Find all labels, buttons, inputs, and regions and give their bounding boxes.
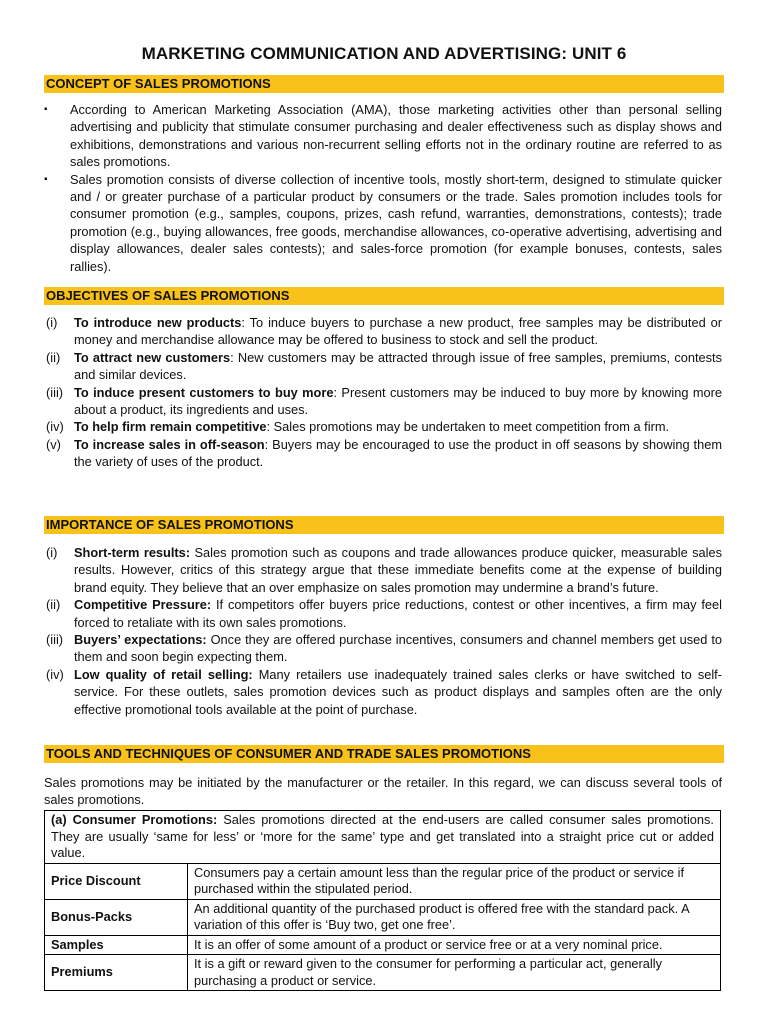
table-row — [45, 899, 721, 935]
table-intro-cell — [45, 811, 721, 864]
item-number: (ii) — [46, 597, 61, 613]
page-title: MARKETING COMMUNICATION AND ADVERTISING: UNIT 6 — [141, 44, 627, 63]
tools-intro: Sales promotions may be initiated by the manufacturer or the retailer. In this regard, we can discuss several tools of sales promotions. — [44, 775, 722, 808]
objectives-list — [44, 314, 722, 471]
table-row-desc: An additional quantity of the purchased product is offered free with the standard pack. A variation of this offer is ‘Buy two, get one free’. — [188, 899, 721, 935]
list-item — [44, 596, 722, 631]
section-heading-tools: TOOLS AND TECHNIQUES OF CONSUMER AND TRADE SALES PROMOTIONS — [44, 745, 724, 763]
item-term: Low quality of retail selling: — [74, 666, 253, 682]
table-header-row — [45, 811, 721, 864]
table-row-label: Premiums — [45, 955, 188, 991]
table-header-text: Sales promotions directed at the end-users are called consumer sales promotions. They are usually ‘same for less’ or ‘more for the same’ type and get translated into a straight price cut or added value. — [51, 812, 714, 860]
item-text: If competitors offer buyers price reductions, contest or other incentives, a firm may feel forced to retaliate with its own sales promotions. — [74, 597, 722, 630]
list-item — [44, 314, 722, 349]
bullet-icon: ▪ — [44, 173, 48, 185]
section-heading-objectives: OBJECTIVES OF SALES PROMOTIONS — [44, 287, 724, 305]
item-text: Once they are offered purchase incentives, consumers and channel members get used to them and soon begin expecting them. — [74, 632, 722, 665]
item-number: (ii) — [46, 349, 61, 365]
item-text: : Sales promotions may be undertaken to meet competition from a firm. — [266, 419, 670, 435]
list-item — [44, 666, 722, 718]
item-number: (iii) — [46, 384, 64, 400]
bullet-icon: ▪ — [44, 104, 48, 115]
item-term: To attract new customers — [74, 349, 231, 365]
item-term: To increase sales in off-season — [74, 436, 265, 452]
table-row — [45, 955, 721, 991]
bullet-text: Sales promotion consists of diverse collection of incentive tools, mostly short-term, designed to stimulate quicker and / or greater purchase of a particular product by consumers or the trade. Sales promotion includes tools for consumer promotion (e.g., samples, coupons, prizes, cash refund, warranties, demonstrations, contests); trade promotion (e.g., buying allowances, free goods, merchandise allowances, co-operative advertising, advertising and display allowances, dealer sales contests); and sales-force promotion (for example bonuses, contests, sales rallies). — [70, 171, 722, 274]
item-term: Buyers’ expectations: — [74, 632, 207, 648]
item-number: (i) — [46, 315, 58, 330]
list-item — [44, 101, 722, 171]
section-heading-concept: CONCEPT OF SALES PROMOTIONS — [44, 75, 724, 93]
list-item — [44, 171, 722, 275]
item-term: To induce present customers to buy more — [74, 384, 334, 400]
table-row — [45, 935, 721, 955]
list-item — [44, 418, 722, 435]
list-item — [44, 384, 722, 419]
item-text: Sales promotion such as coupons and trade allowances produce quicker, measurable sales results. However, critics of this strategy argue that these immediate benefits come at the expense of building brand equity. They believe that an over emphasize on sales promotion may undermine a brand’s future. — [74, 545, 722, 595]
section-heading-importance: IMPORTANCE OF SALES PROMOTIONS — [44, 516, 724, 534]
item-text: : Present customers may be induced to buy more by knowing more about a product, its ingredients and uses. — [74, 384, 722, 418]
table-header-term: (a) Consumer Promotions: — [51, 812, 218, 827]
list-item — [44, 349, 722, 384]
table-row-label: Samples — [45, 935, 188, 955]
item-text: Many retailers use inadequately trained sales clerks or have switched to self-service. For these outlets, sales promotion devices such as product displays and samples often are the only effective promotional tools available at the point of purchase. — [74, 666, 722, 717]
item-text: : New customers may be attracted through issue of free samples, premiums, contests and similar devices. — [74, 349, 723, 383]
item-term: To introduce new products — [74, 315, 242, 330]
concept-bullet-list — [44, 101, 722, 275]
consumer-promotions-table — [44, 810, 721, 991]
bullet-text: According to American Marketing Association (AMA), those marketing activities other than personal selling advertising and publicity that stimulate consumer purchasing and dealer effectiveness such as display shows and exhibitions, demonstrations and various non-recurrent selling efforts not in the ordinary routine are referred to as sales promotions. — [70, 102, 722, 170]
table-row-label: Price Discount — [45, 863, 188, 899]
table-row — [45, 863, 721, 899]
list-item — [44, 631, 722, 666]
table-row-desc: Consumers pay a certain amount less than the regular price of the product or service if purchased within the stipulated period. — [188, 863, 721, 899]
item-number: (v) — [46, 436, 61, 452]
table-row-desc: It is an offer of some amount of a product or service free or at a very nominal price. — [188, 935, 721, 955]
table-row-desc: It is a gift or reward given to the consumer for performing a particular act, generally purchasing a product or service. — [188, 955, 721, 991]
item-term: Competitive Pressure: — [74, 597, 212, 613]
item-text: : To induce buyers to purchase a new product, free samples may be distributed or money and merchandise allowance may be offered to business to stock and sell the product. — [74, 315, 722, 348]
table-row-label: Bonus-Packs — [45, 899, 188, 935]
item-text: : Buyers may be encouraged to use the product in off seasons by showing them the variety of uses of the product. — [74, 436, 722, 470]
list-item — [44, 544, 722, 596]
item-number: (iv) — [46, 666, 64, 682]
item-number: (iv) — [46, 419, 64, 435]
list-item — [44, 436, 722, 471]
importance-list — [44, 544, 722, 718]
item-number: (i) — [46, 545, 58, 560]
item-number: (iii) — [46, 632, 64, 648]
item-term: Short-term results: — [74, 545, 191, 560]
item-term: To help firm remain competitive — [74, 419, 267, 435]
